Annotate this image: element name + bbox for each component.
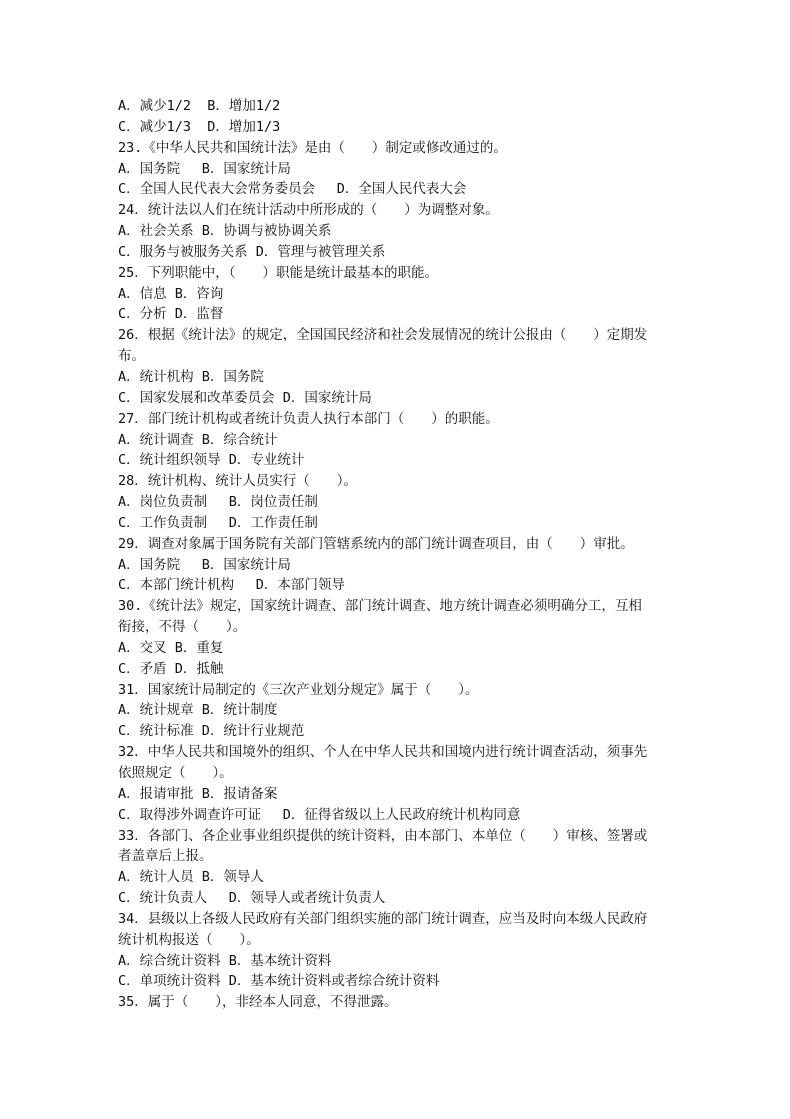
text-line: A．统计规章 B．统计制度 [118,702,278,719]
text-line: C．本部门统计机构 D．本部门领导 [118,577,345,594]
text-line: A．报请审批 B．报请备案 [118,785,278,802]
text-line: 衔接，不得（ ）。 [118,619,247,636]
text-line: 23.《中华人民共和国统计法》是由（ ）制定或修改通过的。 [118,139,507,156]
text-line: 29．调查对象属于国务院有关部门管辖系统内的部门统计调查项目，由（ ）审批。 [118,535,634,552]
text-line: 24．统计法以人们在统计活动中所形成的（ ）为调整对象。 [118,202,499,219]
text-line: 28．统计机构、统计人员实行（ ）。 [118,473,358,490]
text-line: 统计机构报送（ ）。 [118,931,260,948]
text-line: C．统计标准 D．统计行业规范 [118,723,305,740]
text-line: C．统计负责人 D．领导人或者统计负责人 [118,890,386,907]
text-line: C．矛盾 D．抵触 [118,660,224,677]
text-line: 27．部门统计机构或者统计负责人执行本部门（ ）的职能。 [118,410,499,427]
text-line: 布。 [118,348,145,365]
text-line: 30.《统计法》规定，国家统计调查、部门统计调查、地方统计调查必须明确分工，互相 [118,598,642,615]
text-line: A．交叉 B．重复 [118,639,224,656]
text-line: C．单项统计资料 D．基本统计资料或者综合统计资料 [118,973,440,990]
text-line: C．工作负责制 D．工作责任制 [118,514,318,531]
text-line: C．分析 D．监督 [118,306,224,323]
text-line: C．全国人民代表大会常务委员会 D．全国人民代表大会 [118,181,467,198]
text-line: A．信息 B．咨询 [118,285,224,302]
document-page [118,96,688,1013]
text-line: A．国务院 B．国家统计局 [118,160,291,177]
text-line: C．服务与被服务关系 D．管理与被管理关系 [118,243,386,260]
text-line: 33．各部门、各企业事业组织提供的统计资料，由本部门、本单位（ ）审核、签署或 [118,827,648,844]
text-line: A．统计人员 B．领导人 [118,869,264,886]
text-line: A．国务院 B．国家统计局 [118,556,291,573]
text-line: 26．根据《统计法》的规定，全国国民经济和社会发展情况的统计公报由（ ）定期发 [118,327,648,344]
text-line: C．国家发展和改革委员会 D．国家统计局 [118,389,372,406]
text-line: 25．下列职能中，（ ）职能是统计最基本的职能。 [118,264,439,281]
text-line: A．减少1/2 B．增加1/2 [118,98,281,114]
text-line: 35．属于（ ），非经本人同意，不得泄露。 [118,994,398,1011]
text-line: 者盖章后上报。 [118,848,213,865]
text-line: A．统计机构 B．国务院 [118,368,264,385]
text-line: 34．县级以上各级人民政府有关部门组织实施的部门统计调查，应当及时向本级人民政府 [118,910,648,927]
text-line: C．取得涉外调查许可证 D．征得省级以上人民政府统计机构同意 [118,806,521,823]
text-line: A．综合统计资料 B．基本统计资料 [118,952,332,969]
text-line: 31．国家统计局制定的《三次产业划分规定》属于（ ）。 [118,681,479,698]
text-line: A．统计调查 B．综合统计 [118,431,278,448]
text-line: A．社会关系 B．协调与被协调关系 [118,223,332,240]
text-line: C．减少1/3 D．增加1/3 [118,118,281,135]
text-line: 依照规定（ ）。 [118,765,233,781]
text-line: 32．中华人民共和国境外的组织、个人在中华人民共和国境内进行统计调查活动，须事先 [118,744,648,761]
text-line: A．岗位负责制 B．岗位责任制 [118,494,318,511]
text-line: C．统计组织领导 D．专业统计 [118,452,305,469]
